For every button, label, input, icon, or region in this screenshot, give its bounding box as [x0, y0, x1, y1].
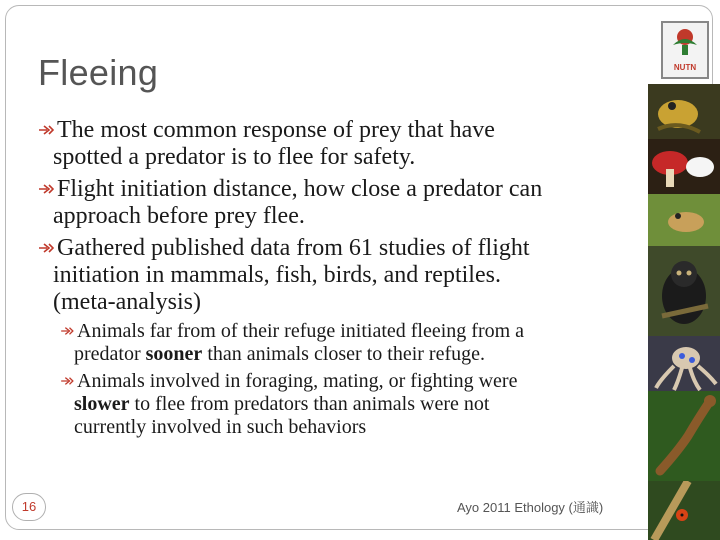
bullet-3-line-3: (meta-analysis) — [53, 289, 201, 315]
logo-emblem-icon — [663, 23, 707, 63]
bullet-2-line-1: Flight initiation distance, how close a predator can — [57, 176, 543, 202]
footer-citation: Ayo 2011 Ethology (通識) — [457, 500, 604, 515]
arrow-bullet-icon — [60, 326, 74, 336]
bullet-3-line-2: initiation in mammals, fish, birds, and reptiles. — [53, 262, 501, 288]
text-run: predator — [74, 343, 146, 365]
sub-bullet-1-line-2 — [74, 343, 485, 366]
arrow-bullet-icon — [38, 242, 54, 254]
text-run: to flee from predators than animals were not — [129, 393, 490, 415]
sub-bullet-2-line-2 — [74, 393, 489, 416]
arrow-bullet-icon — [38, 183, 54, 195]
sub-bullet-2-line-1 — [77, 370, 517, 393]
text-run: than animals closer to their refuge. — [202, 343, 485, 365]
text-run: Animals involved in foraging, mating, or fighting were — [77, 370, 518, 392]
slide-title: Fleeing — [38, 52, 159, 93]
monkey-photo — [648, 246, 720, 336]
frog-photo — [648, 84, 720, 139]
bullet-1-line-2: spotted a predator is to flee for safety. — [53, 144, 416, 170]
bullet-1-line-1: The most common response of prey that have — [57, 117, 495, 143]
page-number: 16 — [12, 493, 46, 521]
sub-bullet-1-line-1 — [77, 320, 524, 343]
bullet-2-line-2: approach before prey flee. — [53, 203, 305, 229]
text-run: Animals far from of their refuge initiated fleeing from a — [77, 320, 525, 342]
octopus-photo — [648, 336, 720, 391]
small-frog-photo — [648, 194, 720, 246]
salamander-photo — [648, 391, 720, 481]
bullet-3-line-1: Gathered published data from 61 studies of flight — [57, 235, 530, 261]
logo-text: NUTN — [673, 63, 697, 72]
text-run: currently involved in such behaviors — [74, 416, 367, 438]
arrow-bullet-icon — [38, 124, 54, 136]
emphasis-sooner: sooner — [145, 343, 203, 365]
arrow-bullet-icon — [60, 376, 74, 386]
university-logo — [661, 21, 709, 79]
ladybug-photo — [648, 481, 720, 540]
mushroom-photo — [648, 139, 720, 194]
emphasis-slower: slower — [74, 393, 130, 415]
sub-bullet-2-line-3 — [74, 416, 366, 439]
